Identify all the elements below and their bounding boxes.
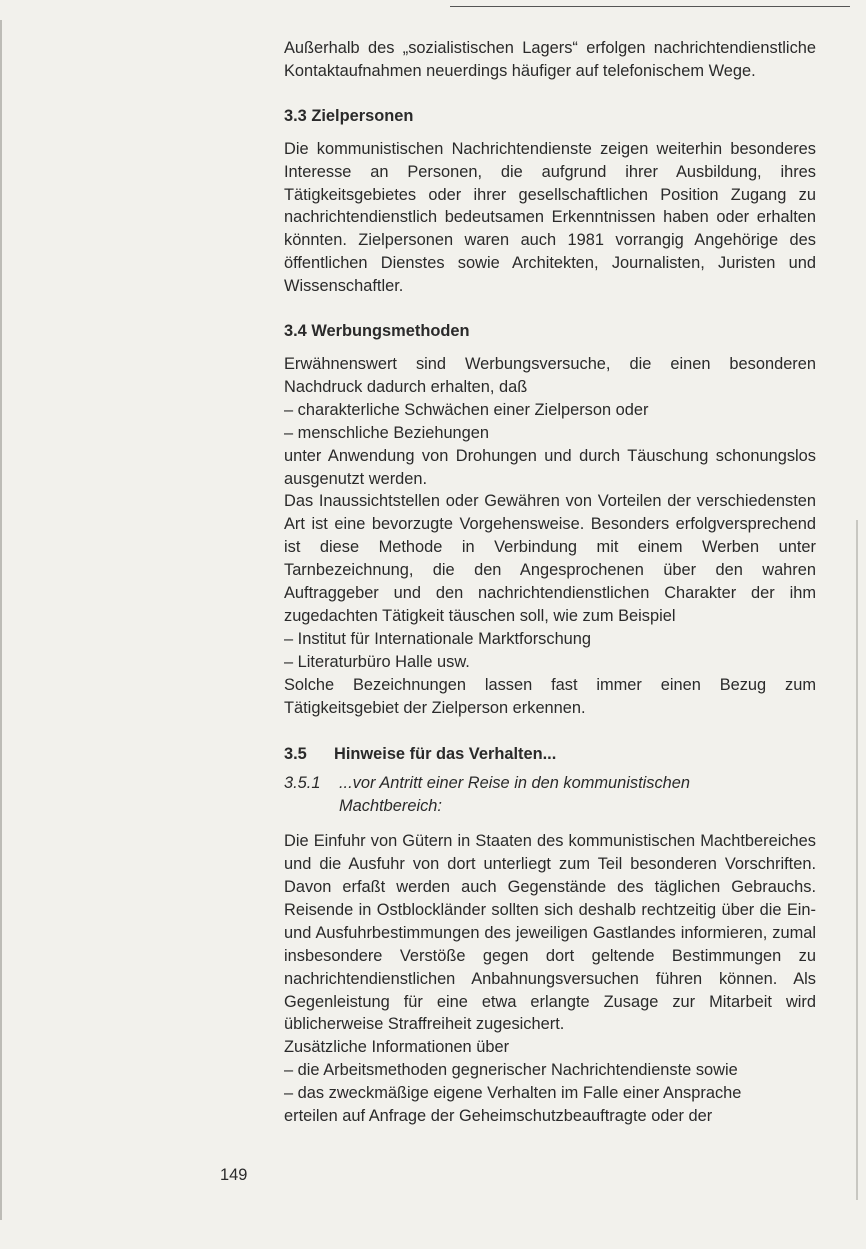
paragraph-3-4-4: Solche Bezeichnungen lassen fast immer einen Bezug zum Tätigkeitsgebiet der Zielperson erkennen. bbox=[284, 675, 816, 717]
list-item: – charakterliche Schwächen einer Zielperson oder bbox=[284, 400, 649, 419]
paragraph-3-4-2: unter Anwendung von Drohungen und durch Täuschung schonungslos ausgenutzt werden. bbox=[284, 446, 816, 488]
heading-3-5-text: Hinweise für das Verhalten... bbox=[334, 745, 557, 764]
paragraph-3-5-1: Die Einfuhr von Gütern in Staaten des kommunistischen Machtbereiches und die Ausfuhr von dort unterliegt zum Teil besonderen Vorschriften. Davon erfaßt werden auch Gegenstände des täglichen Gebrauchs. Reisende in Ostblockländer sollten sich deshalb rechtzeitig über die Ein- und Ausfuhrbestimmungen des jeweiligen Gastlandes informieren, zumal insbesondere Verstöße gegen dort geltende Bestimmungen zu nachrichtendienstlichen Anbahnungsversuchen führen können. Als Gegenleistung für eine etwa erlangte Zusage zur Mitarbeit wird üblicherweise Straffreiheit zugesichert. bbox=[284, 832, 816, 1034]
paragraph-3-3: Die kommunistischen Nachrichtendienste zeigen weiterhin besonderes Interesse an Personen, die aufgrund ihrer Ausbildung, ihres Tätigkeitsgebietes oder ihrer gesellschaftlichen Position Zugang zu nachrichtendienstlich bedeutsamen Erkenntnissen haben oder erhalten könnten. Zielpersonen waren auch 1981 vorrangig Angehörige des öffentlichen Dienstes sowie Architekten, Journalisten, Juristen und Wissenschaftler. bbox=[284, 139, 816, 296]
list-item: – die Arbeitsmethoden gegnerischer Nachrichtendienste sowie bbox=[284, 1061, 738, 1080]
page-edge-right bbox=[856, 520, 858, 1200]
heading-3-4: 3.4 Werbungsmethoden bbox=[284, 322, 470, 341]
list-item: – Institut für Internationale Marktforschung bbox=[284, 629, 592, 648]
text-column bbox=[284, 37, 816, 1128]
paragraph-3-4-3: Das Inaussichtstellen oder Gewähren von Vorteilen der verschiedensten Art ist eine bevorzugte Vorgehensweise. Besonders erfolgversprechend ist diese Methode in Verbindung mit einem Werben unter Tarnbezeichnung, die den Angesprochenen über den wahren Auftraggeber und den nachrichtendienstlichen Charakter der ihm zugedachten Tätigkeit täuschen soll, wie zum Beispiel bbox=[284, 492, 816, 625]
paragraph-3-5-2: Zusätzliche Informationen über bbox=[284, 1038, 510, 1057]
paragraph-3-5-3: erteilen auf Anfrage der Geheimschutzbeauftragte oder der bbox=[284, 1107, 713, 1126]
heading-3-3: 3.3 Zielpersonen bbox=[284, 106, 414, 125]
heading-3-5 bbox=[284, 743, 816, 766]
list-item: – das zweckmäßige eigene Verhalten im Falle einer Ansprache bbox=[284, 1084, 742, 1103]
paragraph-3-4-1: Erwähnenswert sind Werbungsversuche, die einen besonderen Nachdruck dadurch erhalten, daß bbox=[284, 354, 816, 396]
intro-paragraph: Außerhalb des „sozialistischen Lagers“ erfolgen nachrichtendienstliche Kontaktaufnahmen neuerdings häufiger auf telefonischem Wege. bbox=[284, 39, 816, 80]
subheading-3-5-1-text: ...vor Antritt einer Reise in den kommunistischen Machtbereich: bbox=[339, 774, 691, 816]
page-edge-left bbox=[0, 20, 2, 1220]
top-rule bbox=[450, 6, 850, 7]
subheading-3-5-1-number: 3.5.1 bbox=[284, 774, 321, 793]
subheading-3-5-1 bbox=[284, 772, 816, 818]
heading-3-5-number: 3.5 bbox=[284, 745, 307, 764]
page-number: 149 bbox=[220, 1166, 248, 1184]
list-item: – Literaturbüro Halle usw. bbox=[284, 652, 470, 671]
list-item: – menschliche Beziehungen bbox=[284, 423, 490, 442]
